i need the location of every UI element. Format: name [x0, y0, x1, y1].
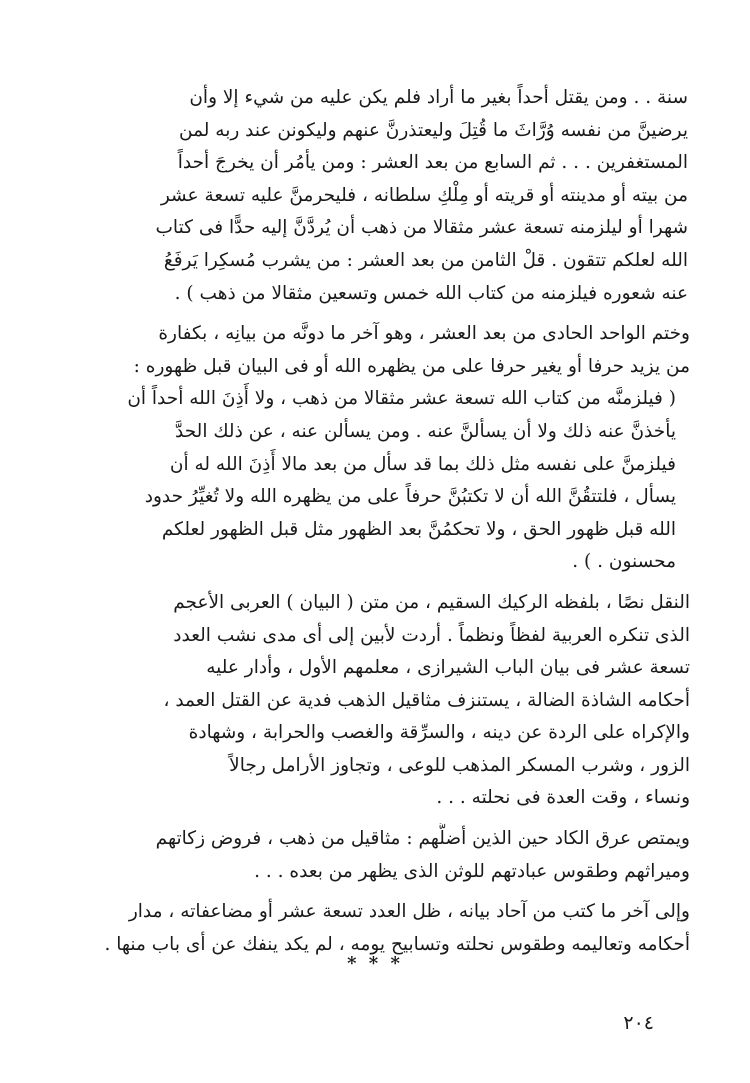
text-line: أحكامه الشاذة الضالة ، يستنزف مثاقيل الذهب فدية عن القتل العمد ، — [163, 689, 690, 711]
text-line: وختم الواحد الحادى من بعد العشر ، وهو آخر ما دونَّه من بيانِه ، بكفارة — [158, 323, 690, 345]
quote-line: فيلزمنَّ على نفسه مثل ذلك بما قد سأل من بعد مالا أَذِنَ الله له أن — [169, 453, 676, 475]
text-line: الزور ، وشرب المسكر المذهب للوعى ، وتجاوز الأرامل رجالاً — [229, 754, 690, 776]
text-line: من بيته أو مدينته أو قريته أو مِلْكِ سلطانه ، فليحرمنَّ عليه تسعة عشر — [160, 184, 688, 206]
text-line: عنه شعوره فيلزمنه من كتاب الله خمس وتسعين مثقالا من ذهب ) . — [174, 282, 688, 304]
text-line: الذى تنكره العربية لفظاً ونظماً . أردت لأبين إلى أى مدى نشب العدد — [173, 624, 690, 646]
text-line: وإلى آخر ما كتب من آحاد بيانه ، ظل العدد تسعة عشر أو مضاعفاته ، مدار — [128, 901, 690, 923]
paragraph-3 — [50, 587, 690, 815]
text-line: شهرا أو ليلزمنه تسعة عشر مثقالا من ذهب أن يُردَّنَّ إليه حدًّا فى كتاب — [155, 217, 688, 239]
text-line: المستغفرين . . . ثم السابع من بعد العشر : ومن يأمُر أن يخرجَ أحداً — [177, 152, 688, 174]
text-line: النقل نصًا ، بلفظه الركيك السقيم ، من متن ( البيان ) العربى الأعجم — [173, 591, 690, 613]
text-line: والإكراه على الردة عن دينه ، والسرِّقة والغصب والحرابة ، وشهادة — [188, 722, 690, 744]
paragraph-4 — [50, 823, 690, 888]
text-line: الله لعلكم تتقون . قلْ الثامن من بعد العشر : من يشرب مُسكِرا يَرفَعُ — [163, 249, 688, 271]
body-text — [50, 82, 690, 961]
quote-line: ( فيلزمنَّه من كتاب الله تسعة عشر مثقالا من ذهب ، ولا أَذِنَ الله أحداً أن — [127, 388, 676, 410]
text-line: تسعة عشر فى بيان الباب الشيرازى ، معلمهم الأول ، وأدار عليه — [206, 657, 690, 679]
quote-line: الله قبل ظهور الحق ، ولا تحكمُنَّ بعد الظهور مثل قبل الظهور لعلكم — [161, 518, 676, 540]
paragraph-5 — [50, 896, 690, 961]
text-line: سنة . . ومن يقتل أحداً بغير ما أراد فلم يكن عليه من شيء إلا وأن — [189, 87, 688, 108]
quote-line: يأخذنَّ عنه ذلك ولا أن يسألنَّ عنه . ومن يسألن عنه ، عن ذلك الحدَّ — [175, 420, 676, 442]
text-line: يرضينَّ من نفسه وُرَّاثَ ما قُتِلَ وليعتذرنَّ عنهم وليكونن عند ربه لمن — [178, 119, 688, 141]
text-line: ويمتص عرق الكاد حين الذين أضلَّهم : مثاقيل من ذهب ، فروض زكاتهم — [155, 828, 690, 850]
text-line: من يزيد حرفا أو يغير حرفا على من يظهره الله أو فى البيان قبل ظهوره : — [133, 355, 690, 377]
paragraph-1 — [50, 82, 690, 310]
text-line: أحكامه وتعاليمه وطقوس نحلته وتسابيح يومه ، لم يكد ينفك عن أى باب منها . — [104, 933, 690, 955]
quote-line: محسنون . ) . — [572, 551, 676, 573]
quote-line: يسأل ، فلتتقُنَّ الله أن لا تكتبُنَّ حرفاً على من يظهره الله ولا تُغيِّرُ حدود — [144, 486, 676, 508]
page-number: ٢٠٤ — [623, 1012, 654, 1034]
text-line: ونساء ، وقت العدة فى نحلته . . . — [436, 787, 690, 809]
section-separator: * * * — [347, 953, 403, 974]
text-line: وميراثهم وطقوس عبادتهم للوثن الذى يظهر من بعده . . . — [254, 860, 690, 882]
paragraph-2 — [50, 318, 690, 579]
